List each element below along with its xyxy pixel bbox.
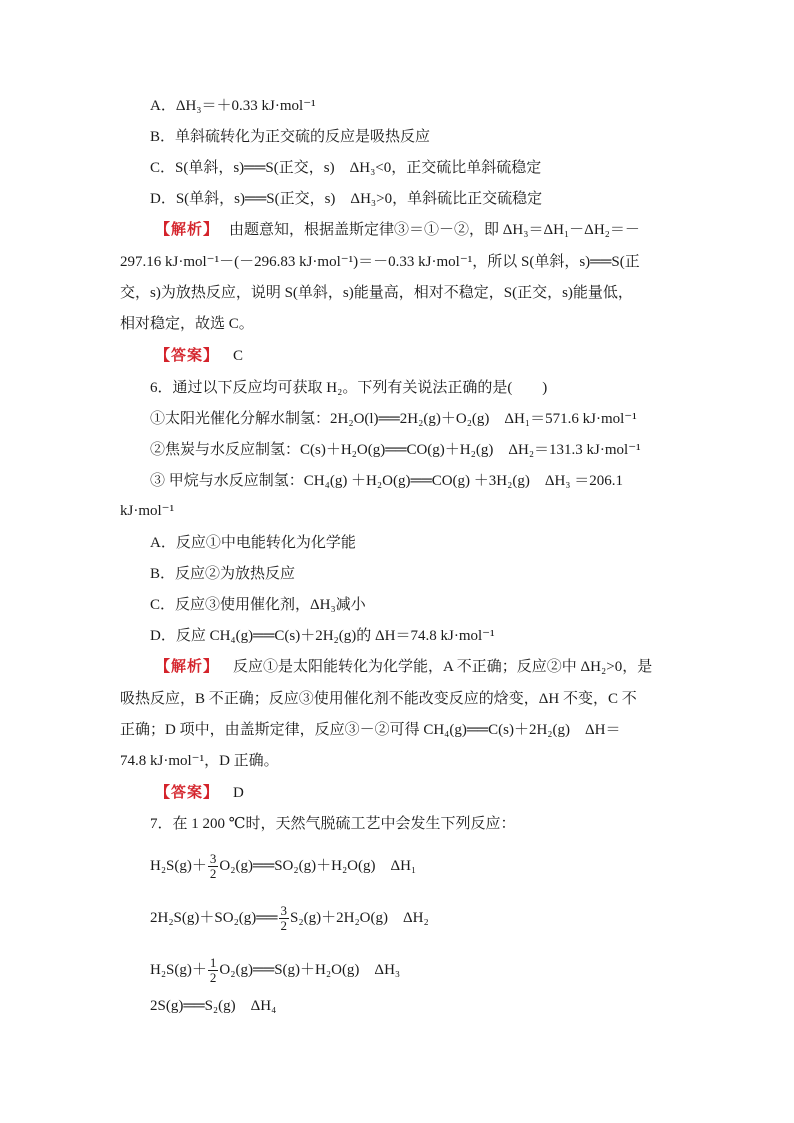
analysis-label: 【解析】 <box>155 222 220 238</box>
fraction-denominator: 2 <box>209 970 217 985</box>
q5-analysis-line-1 <box>155 219 640 241</box>
q6-option-b: B．反应②为放热反应 <box>150 566 296 582</box>
q6-option-d: D．反应 CH₄(g)══C(s)＋2H₂(g)的 ΔH＝74.8 kJ·mol⁻¹ <box>150 628 495 644</box>
equation-text: O₂(g)══SO₂(g)＋H₂O(g) ΔH₁ <box>219 857 417 874</box>
q6-option-a: A．反应①中电能转化为化学能 <box>150 535 356 551</box>
q6-stem: 6．通过以下反应均可获取 H₂。下列有关说法正确的是( ) <box>150 380 548 396</box>
fraction-numerator: 3 <box>209 851 217 866</box>
q6-reaction-3: ③ 甲烷与水反应制氢：CH₄(g) ＋H₂O(g)══CO(g) ＋3H₂(g) ΔH₃ ＝206.1 <box>150 473 624 489</box>
answer-value: C <box>233 348 244 364</box>
q6-analysis-line-1 <box>155 656 652 678</box>
q6-analysis-line-2: 吸热反应，B 不正确；反应③使用催化剂不能改变反应的焓变，ΔH 不变，C 不 <box>120 691 637 707</box>
q5-answer <box>155 345 243 367</box>
q7-equation-2 <box>150 904 429 933</box>
q6-reaction-1: ①太阳光催化分解水制氢：2H₂O(l)══2H₂(g)＋O₂(g) ΔH₁＝571.6 kJ·mol⁻¹ <box>150 411 637 427</box>
q7-equation-1 <box>150 852 416 881</box>
q6-reaction-2: ②焦炭与水反应制氢：C(s)＋H₂O(g)══CO(g)＋H₂(g) ΔH₂＝131.3 kJ·mol⁻¹ <box>150 442 641 458</box>
q6-option-c: C．反应③使用催化剂，ΔH₃减小 <box>150 597 366 613</box>
fraction-numerator: 1 <box>209 955 217 970</box>
analysis-label: 【解析】 <box>155 659 220 675</box>
q5-analysis-line-3: 交，s)为放热反应，说明 S(单斜，s)能量高，相对不稳定，S(正交，s)能量低， <box>120 285 633 301</box>
fraction <box>279 904 290 933</box>
fraction-denominator: 2 <box>209 866 217 881</box>
equation-text: S₂(g)＋2H₂O(g) ΔH₂ <box>290 909 429 926</box>
analysis-text: 由题意知，根据盖斯定律③＝①－②，即 ΔH₃＝ΔH₁－ΔH₂＝－ <box>229 222 640 238</box>
equation-text: 2H₂S(g)＋SO₂(g)══ <box>150 909 278 926</box>
q5-analysis-line-2: 297.16 kJ·mol⁻¹－(－296.83 kJ·mol⁻¹)＝－0.33 kJ·mol⁻¹，所以 S(单斜，s)══S(正 <box>120 254 640 270</box>
q5-option-d: D．S(单斜，s)══S(正交，s) ΔH₃>0，单斜硫比正交硫稳定 <box>150 191 543 207</box>
fraction-denominator: 2 <box>280 918 288 933</box>
equation-text: H₂S(g)＋ <box>150 961 207 978</box>
q5-option-b: B．单斜硫转化为正交硫的反应是吸热反应 <box>150 129 431 145</box>
q6-reaction-3-unit: kJ·mol⁻¹ <box>120 503 175 519</box>
analysis-text: 反应①是太阳能转化为化学能，A 不正确；反应②中 ΔH₂>0，是 <box>233 659 653 675</box>
q5-analysis-line-4: 相对稳定，故选 C。 <box>120 316 254 332</box>
q5-option-c: C．S(单斜，s)══S(正交，s) ΔH₃<0，正交硫比单斜硫稳定 <box>150 160 542 176</box>
fraction-numerator: 3 <box>280 903 288 918</box>
fraction <box>208 852 219 881</box>
answer-label: 【答案】 <box>155 348 220 364</box>
q6-analysis-line-4: 74.8 kJ·mol⁻¹，D 正确。 <box>120 753 279 769</box>
answer-value: D <box>233 785 244 801</box>
q7-stem: 7．在 1 200 ℃时，天然气脱硫工艺中会发生下列反应： <box>150 816 516 832</box>
fraction <box>208 956 219 985</box>
q5-option-a: A．ΔH₃＝＋0.33 kJ·mol⁻¹ <box>150 98 316 114</box>
q6-analysis-line-3: 正确；D 项中，由盖斯定律，反应③－②可得 CH₄(g)══C(s)＋2H₂(g) ΔH＝ <box>120 722 621 738</box>
answer-label: 【答案】 <box>155 785 220 801</box>
equation-text: O₂(g)══S(g)＋H₂O(g) ΔH₃ <box>219 961 401 978</box>
q7-equation-4: 2S(g)══S₂(g) ΔH₄ <box>150 998 277 1014</box>
q7-equation-3 <box>150 956 400 985</box>
equation-text: H₂S(g)＋ <box>150 857 207 874</box>
q6-answer <box>155 782 244 804</box>
